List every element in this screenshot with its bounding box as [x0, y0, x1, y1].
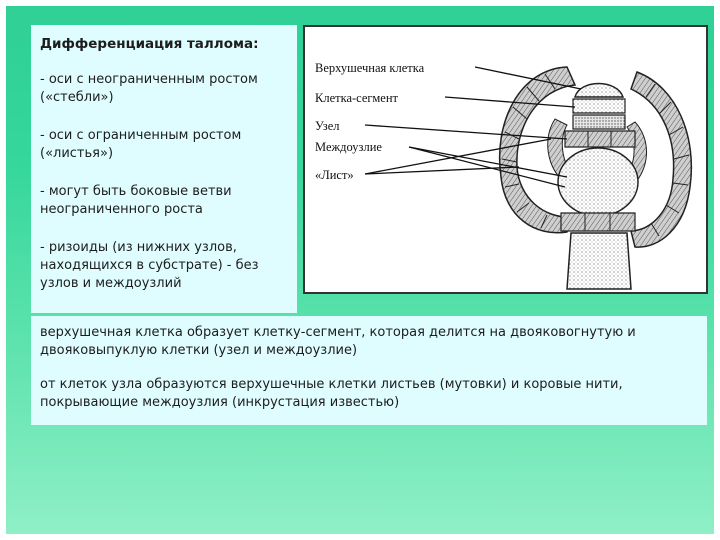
- label-leaf: «Лист»: [315, 168, 354, 182]
- label-node: Узел: [315, 119, 340, 133]
- bullet-rhizoids: - ризоиды (из нижних узлов, находящихся в субстрате) - без узлов и междоузлий: [40, 240, 259, 291]
- bullet-unlimited-axes: - оси с неограниченным ростом («стебли»): [40, 72, 258, 105]
- label-apical-cell: Верхушечная клетка: [315, 61, 425, 75]
- bullet-limited-axes: - оси с ограниченным ростом («листья»): [40, 128, 242, 161]
- paragraph-segment-cell: верхушечная клетка образует клетку-сегмент, которая делится на двояковогнутую и двояковыпуклую клетки (узел и междоузлие): [40, 325, 636, 358]
- thallus-differentiation-panel: [31, 25, 297, 313]
- bullet-side-branches: - могут быть боковые ветви неограниченного роста: [40, 184, 232, 217]
- slide-background: [6, 6, 714, 534]
- explanation-panel: [31, 316, 707, 425]
- label-internode: Междоузлие: [315, 140, 382, 154]
- paragraph-node-cells: от клеток узла образуются верхушечные клетки листьев (мутовки) и коровые нити, покрывающие междоузлия (инкрустация известью): [40, 377, 623, 410]
- panel-title: Дифференциация таллома:: [40, 36, 259, 52]
- apex-diagram-frame: [303, 25, 708, 294]
- chara-apex-illustration: [305, 27, 706, 292]
- label-segment-cell: Клетка-сегмент: [315, 91, 399, 105]
